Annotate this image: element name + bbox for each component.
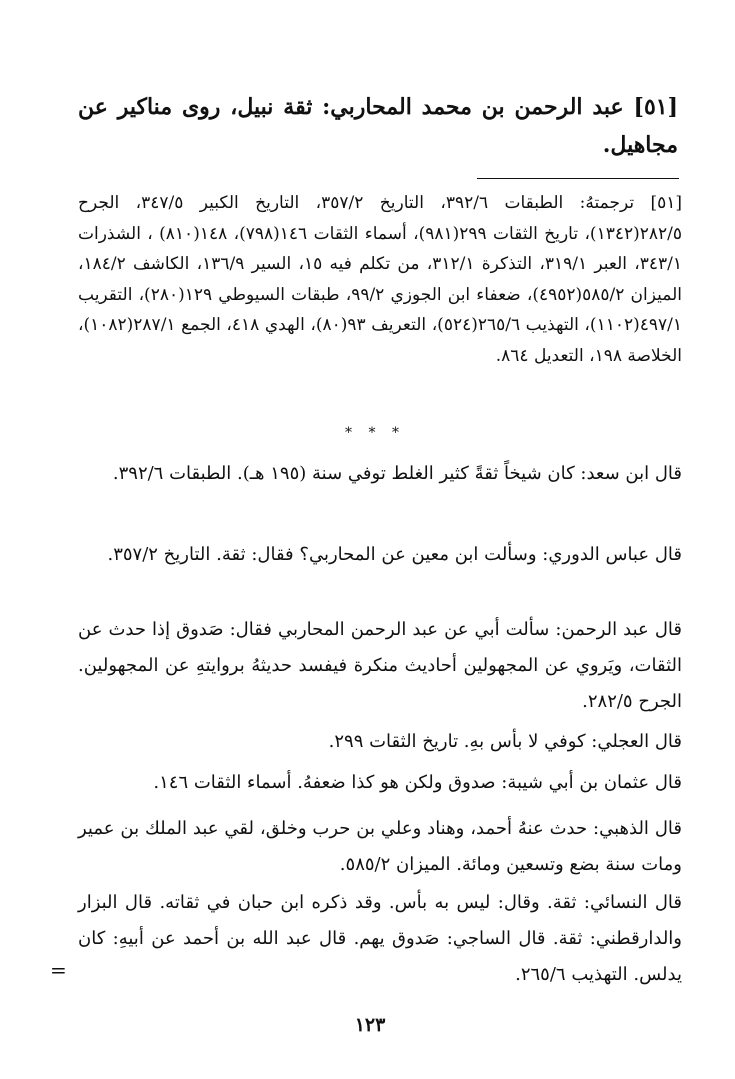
page-number: ١٢٣ <box>354 1014 386 1036</box>
quote-abdulrahman: قال عبد الرحمن: سألت أبي عن عبد الرحمن المحاربي فقال: صَدوق إذا حدث عن الثقات، ويَروي عن المجهولين أحاديث منكرة فيفسد حديثهُ بروايتهِ عن المجهولين. الجرح ٢٨٢/٥. <box>78 619 682 712</box>
quote-aliji: قال العجلي: كوفي لا بأس بهِ. تاريخ الثقات ٢٩٩. <box>328 731 682 752</box>
continuation-marker: = <box>50 958 67 982</box>
quote-aldhahabi: قال الذهبي: حدث عنهُ أحمد، وهناد وعلي بن حرب وخلق، لقي عبد الملك بن عمير ومات سنة بضع وتسعين ومائة. الميزان ٥٨٥/٢. <box>78 818 682 875</box>
quote-alnasai: قال النسائي: ثقة. وقال: ليس به بأس. وقد ذكره ابن حبان في ثقاته. قال البزار والدارقطني: ثقة. قال الساجي: صَدوق يهم. قال عبد الله بن أحمد عن أبيهِ: كان يدلس. التهذيب ٢٦٥/٦. <box>78 892 682 985</box>
footnote-divider <box>477 178 679 179</box>
entry-heading: [٥١] عبد الرحمن بن محمد المحاربي: ثقة نبيل، روى مناكير عن مجاهيل. <box>78 94 678 158</box>
quote-abbas-aldouri: قال عباس الدوري: وسألت ابن معين عن المحاربي؟ فقال: ثقة. التاريخ ٣٥٧/٢. <box>107 544 682 565</box>
footnote-references: [٥١] ترجمتهُ: الطبقات ٣٩٢/٦، التاريخ ٣٥٧/٢، التاريخ الكبير ٣٤٧/٥، الجرح ٢٨٢/٥(١٣٤٢)، تاريخ الثقات ٢٩٩(٩٨١)، أسماء الثقات ١٤٦(٧٩٨)، ١٤٨(٨١٠) ، الشذرات ٣٤٣/١، العبر ٣١٩/١، التذكرة ٣١٢/١، من تكلم فيه ١٥، السير ١٣٦/٩، الكاشف ١٨٤/٢، الميزان ٥٨٥/٢(٤٩٥٢)، ضعفاء ابن الجوزي ٩٩/٢، طبقات السيوطي ١٢٩(٢٨٠)، التقريب ٤٩٧/١(١١٠٢)، التهذيب ٢٦٥/٦(٥٢٤)، التعريف ٩٣(٨٠)، الهدي ٤١٨، الجمع ٢٨٧/١(١٠٨٢)، الخلاصة ١٩٨، التعديل ٨٦٤. <box>78 193 683 366</box>
quote-ibn-saad: قال ابن سعد: كان شيخاً ثقةً كثير الغلط توفي سنة (١٩٥ هـ). الطبقات ٣٩٢/٦. <box>112 463 682 484</box>
section-separator: * * * <box>345 425 405 441</box>
quote-uthman-ibn-abi-shaiba: قال عثمان بن أبي شيبة: صدوق ولكن هو كذا ضعفهُ. أسماء الثقات ١٤٦. <box>153 772 682 793</box>
